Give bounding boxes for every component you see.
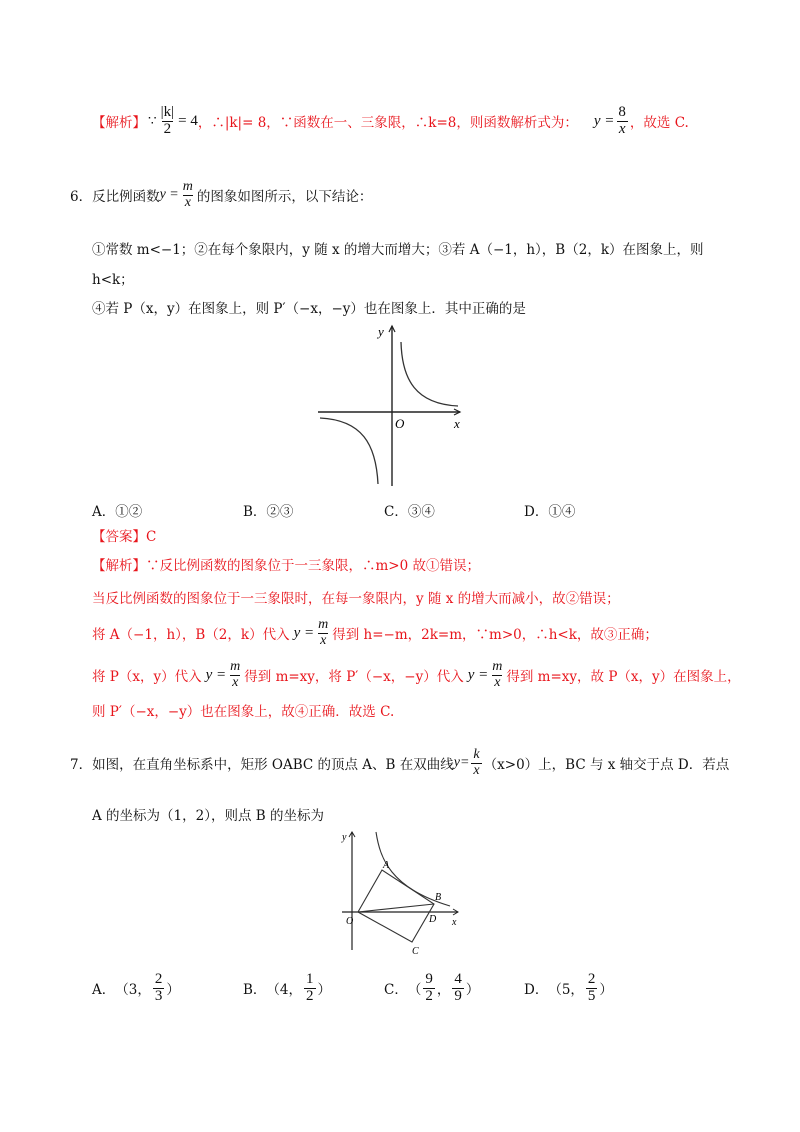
q7-rectangle-hyperbola-graph bbox=[340, 828, 460, 954]
q7-option-b-key: B． bbox=[243, 982, 267, 998]
q6-analysis-l4-y2: y = bbox=[467, 666, 489, 683]
q6-option-a[interactable] bbox=[92, 500, 142, 520]
q6-analysis-l3b: 得到 h=−m，2k=m，∵m>0，∴h<k，故③正确； bbox=[332, 627, 658, 643]
q6-condition-line-3: ④若 P（x，y）在图象上，则 P′（−x，−y）也在图象上．其中正确的是 bbox=[92, 301, 526, 317]
q7-label-c: C bbox=[412, 946, 419, 954]
q7-option-a-num: 2 bbox=[154, 970, 163, 987]
q6-condition-line-1: ①常数 m<−1；②在每个象限内，y 随 x 的增大而增大；③若 A（−1，h），B（2，k）在图象上，则 bbox=[92, 242, 704, 258]
q7-option-d-num: 2 bbox=[587, 970, 596, 987]
q6-analysis-line-3 bbox=[92, 612, 658, 654]
q7-frac-num: k bbox=[473, 746, 480, 762]
q6-analysis-l4-den2: x bbox=[494, 674, 501, 690]
q6-frac-num: m bbox=[182, 178, 193, 194]
q7-option-d[interactable] bbox=[524, 966, 613, 1010]
q5-analysis bbox=[92, 96, 689, 146]
q6-analysis-l4-y: y = bbox=[205, 666, 227, 683]
q6-stem bbox=[70, 172, 372, 218]
q5-frac2-num: 8 bbox=[618, 103, 626, 120]
q6-option-a-text: ①② bbox=[115, 504, 143, 520]
q7-option-a-pre: （3， bbox=[115, 982, 151, 998]
q6-option-b-text: ②③ bbox=[266, 504, 294, 520]
q7-option-b-frac bbox=[304, 972, 316, 1005]
q6-option-c-key: C． bbox=[384, 504, 408, 520]
q6-analysis-l4c: 得到 m=xy，故 P（x，y）在图象上， bbox=[506, 669, 741, 685]
q7-option-d-pre: （5， bbox=[548, 982, 584, 998]
q6-option-d-text: ①④ bbox=[548, 504, 576, 520]
q6-analysis-line-2: 当反比例函数的图象位于一三象限时，在每一象限内，y 随 x 的增大而减小，故②错误； bbox=[92, 591, 620, 607]
q6-analysis-l4-frac2 bbox=[490, 660, 504, 690]
q7-option-a-den: 3 bbox=[154, 987, 163, 1004]
q5-y-eq: y = bbox=[593, 112, 615, 129]
q6-y-eq: y = bbox=[159, 187, 179, 202]
q7-option-d-key: D． bbox=[524, 982, 549, 998]
q7-option-c-frac2 bbox=[452, 972, 464, 1005]
q7-option-b-num: 1 bbox=[306, 970, 314, 987]
q7-option-a-key: A． bbox=[92, 982, 116, 998]
q7-label-o: O bbox=[346, 916, 354, 927]
q6-stem-a: 反比例函数 bbox=[92, 189, 160, 205]
q6-analysis-l4-frac bbox=[228, 660, 242, 690]
q7-option-c-key: C． bbox=[384, 982, 408, 998]
q7-option-c-mid: ， bbox=[436, 982, 451, 998]
q5-frac2-den: x bbox=[618, 120, 626, 137]
q6-x-label: x bbox=[454, 416, 460, 431]
q6-analysis-l4a: 将 P（x，y）代入 bbox=[92, 669, 202, 685]
q6-option-a-key: A． bbox=[92, 504, 116, 520]
q7-label-d: D bbox=[429, 914, 437, 925]
q6-origin-label: O bbox=[395, 416, 405, 431]
q6-hyperbola-graph bbox=[316, 320, 466, 490]
q7-label-a: A bbox=[383, 860, 390, 871]
q7-option-d-den: 5 bbox=[587, 987, 596, 1004]
q7-y-label: y bbox=[342, 832, 347, 843]
q6-analysis-line-1: 【解析】∵反比例函数的图象位于一三象限，∴m>0 故①错误； bbox=[92, 558, 480, 574]
q6-option-c-text: ③④ bbox=[407, 504, 435, 520]
q7-number: 7． bbox=[70, 757, 93, 773]
q6-analysis-l3-frac bbox=[316, 618, 330, 648]
q6-option-c[interactable] bbox=[384, 500, 435, 520]
q7-option-a[interactable] bbox=[92, 966, 180, 1010]
q6-condition-line-2: h<k； bbox=[92, 272, 134, 288]
q5-analysis-label: 【解析】 bbox=[92, 115, 146, 131]
q7-option-b-post: ） bbox=[317, 982, 332, 998]
q7-option-c-frac1 bbox=[423, 972, 435, 1005]
q7-option-c-den2: 9 bbox=[454, 987, 462, 1004]
q5-eq1: = 4 bbox=[178, 112, 198, 129]
q7-option-d-post: ） bbox=[599, 982, 613, 998]
q5-frac1-den: 2 bbox=[163, 120, 172, 137]
q6-option-b[interactable] bbox=[243, 500, 293, 520]
q7-y-eq: y= bbox=[453, 755, 470, 770]
q7-stem-line-2: A 的坐标为（1，2），则点 B 的坐标为 bbox=[92, 808, 324, 824]
q6-stem-b: 的图象如图所示，以下结论： bbox=[196, 189, 373, 205]
q7-label-b: B bbox=[435, 892, 442, 903]
q7-option-b-den: 2 bbox=[306, 987, 314, 1004]
q6-option-d-key: D． bbox=[524, 504, 549, 520]
q7-option-c-den: 2 bbox=[425, 987, 433, 1004]
q7-option-c-num: 9 bbox=[425, 970, 433, 987]
q5-because: ∵ bbox=[148, 113, 157, 129]
q5-fraction-k-over-2 bbox=[159, 105, 177, 138]
q7-stem-b: （x>0）上，BC 与 x 轴交于点 D．若点 bbox=[483, 757, 730, 773]
q6-frac-den: x bbox=[184, 194, 191, 210]
q7-option-c-post: ） bbox=[465, 982, 480, 998]
q6-analysis-l3-num: m bbox=[318, 616, 329, 632]
q7-stem bbox=[70, 738, 729, 788]
q7-option-b-pre: （4， bbox=[266, 982, 303, 998]
q5-frac1-num: |k| bbox=[160, 103, 175, 120]
q6-option-b-key: B． bbox=[243, 504, 267, 520]
q7-option-c-num2: 4 bbox=[454, 970, 462, 987]
q6-analysis-line-5: 则 P′（−x，−y）也在图象上，故④正确．故选 C. bbox=[92, 704, 395, 720]
q7-option-a-frac bbox=[153, 972, 165, 1005]
q6-answer: 【答案】C bbox=[92, 529, 157, 545]
q7-frac-den: x bbox=[473, 762, 480, 778]
q6-analysis-l3-y: y = bbox=[293, 624, 315, 641]
q7-x-label: x bbox=[452, 917, 457, 928]
q7-option-a-post: ） bbox=[166, 982, 180, 998]
q6-analysis-l4-den: x bbox=[232, 674, 239, 690]
q7-option-d-frac bbox=[586, 972, 598, 1005]
q6-fraction-m-over-x bbox=[181, 180, 195, 210]
q6-number: 6． bbox=[70, 189, 93, 205]
q7-option-c[interactable] bbox=[384, 966, 479, 1010]
q6-analysis-l4-num: m bbox=[230, 658, 241, 674]
q5-part3: ，故选 C. bbox=[629, 115, 689, 131]
q6-analysis-l4b: 得到 m=xy，将 P′（−x，−y）代入 bbox=[244, 669, 464, 685]
q7-option-c-pre: （ bbox=[407, 982, 422, 998]
q6-y-label: y bbox=[378, 324, 384, 339]
q5-part2: ，∴|k|= 8，∵函数在一、三象限，∴k=8，则函数解析式为： bbox=[197, 115, 578, 131]
q6-option-d[interactable] bbox=[524, 500, 575, 520]
q6-analysis-l3a: 将 A（−1，h），B（2，k）代入 bbox=[92, 627, 290, 643]
q7-fraction-k-over-x bbox=[471, 748, 481, 778]
q5-fraction-8-over-x bbox=[616, 105, 628, 138]
q6-analysis-l3-den: x bbox=[320, 632, 327, 648]
q6-analysis-l4-num2: m bbox=[492, 658, 503, 674]
q7-option-b[interactable] bbox=[243, 966, 331, 1010]
q7-stem-a: 如图，在直角坐标系中，矩形 OABC 的顶点 A、B 在双曲线 bbox=[92, 757, 454, 773]
q6-analysis-line-4 bbox=[92, 654, 741, 696]
